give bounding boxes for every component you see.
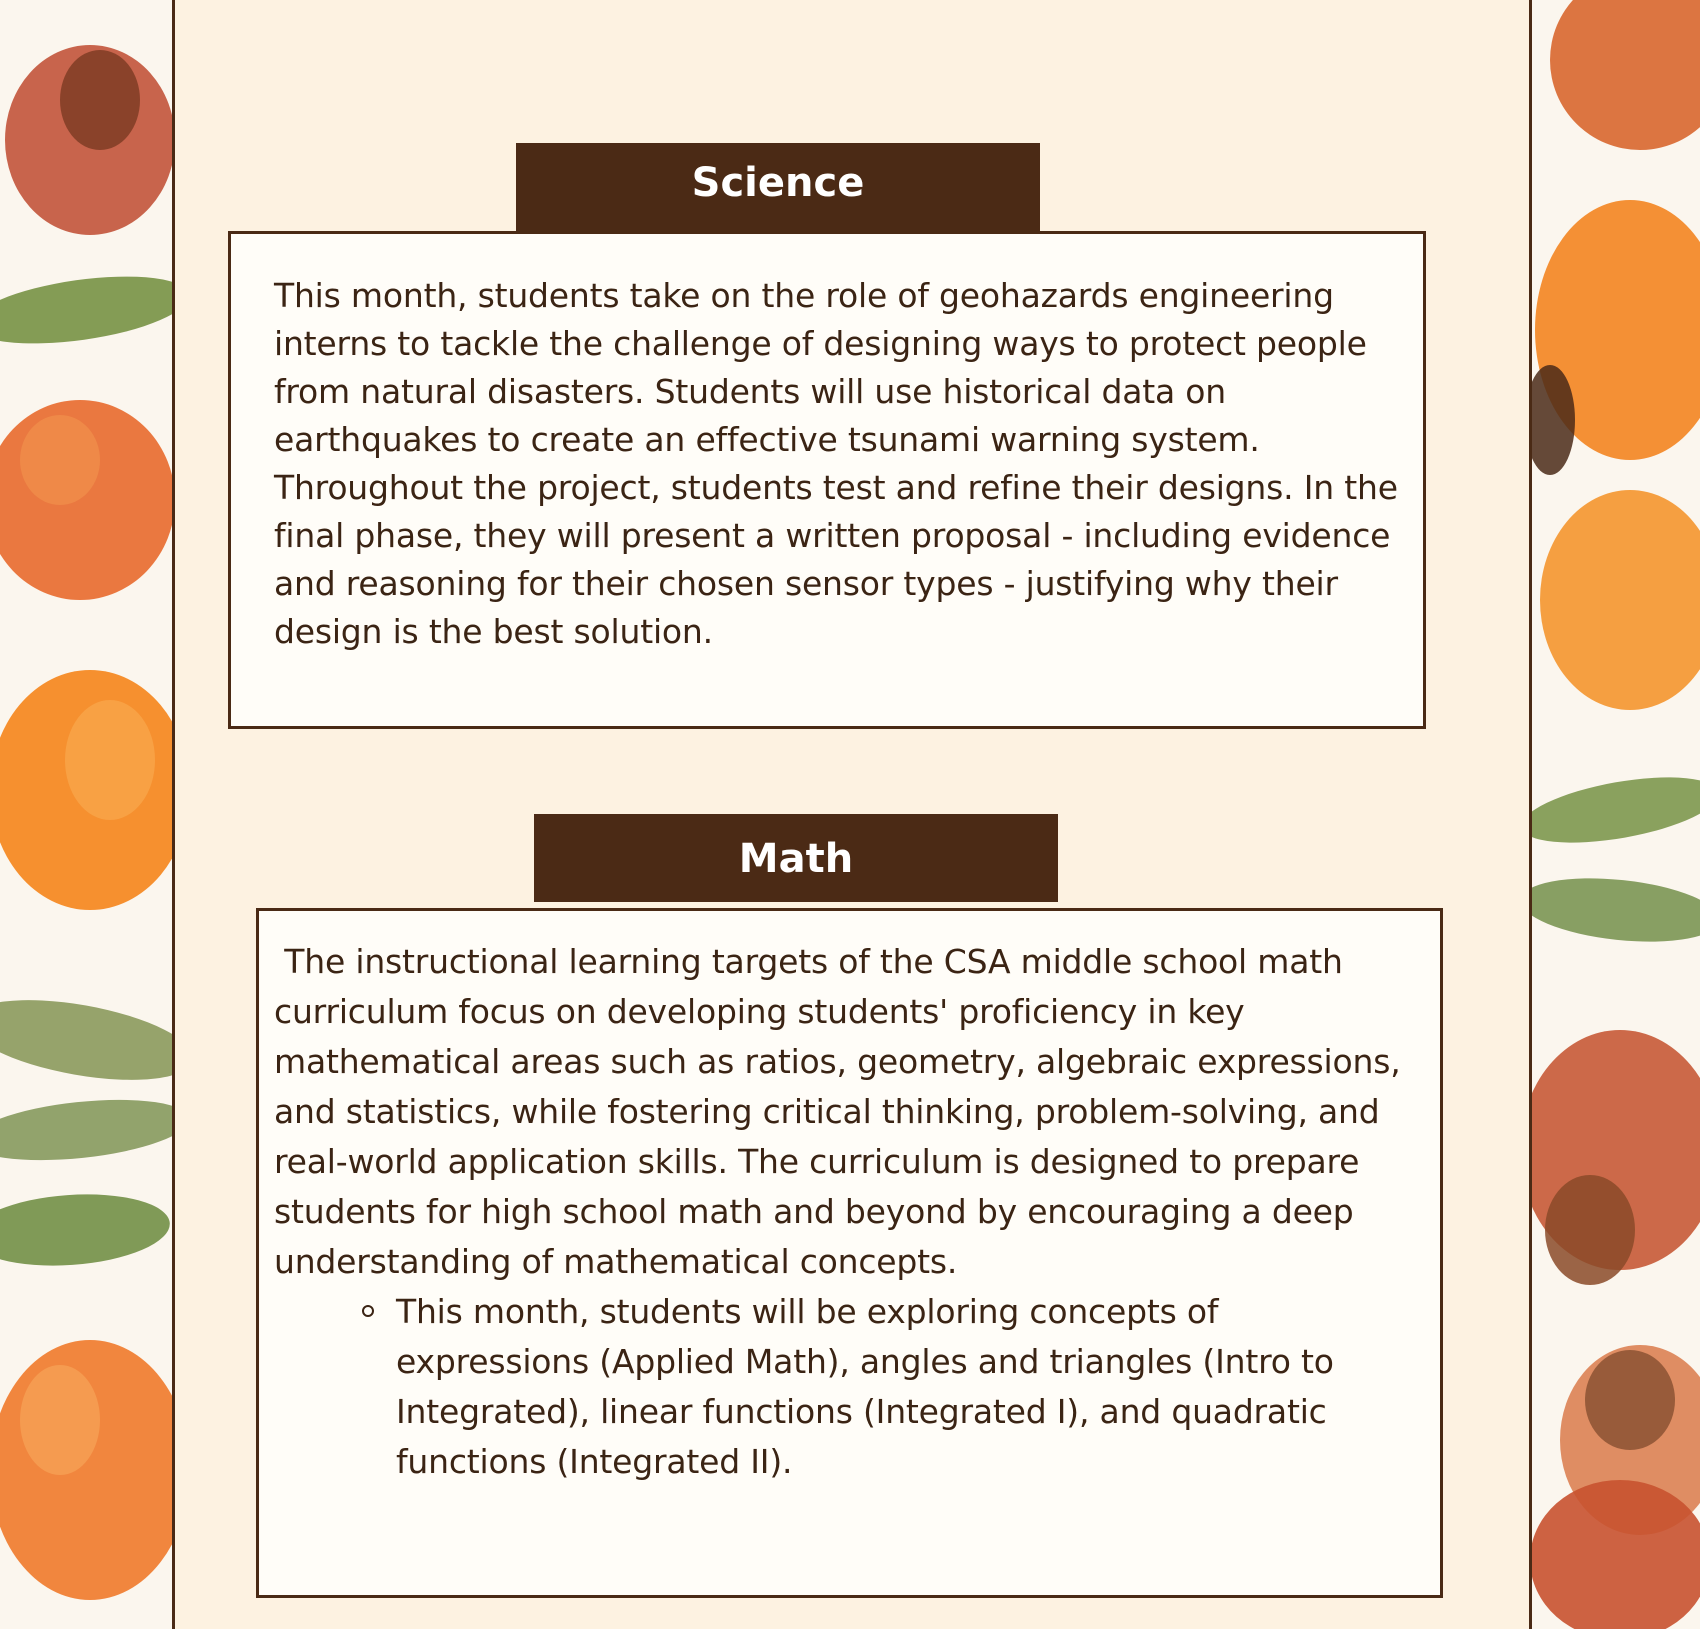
math-body — [274, 937, 1420, 1287]
left-leaf-border — [0, 0, 172, 1629]
math-bullet-text: This month, students will be exploring concepts of expressions (Applied Math), angles and triangles (Intro to Integrated), linear functions (Integrated I), and quadratic functions (Integrated II). — [396, 1292, 1334, 1481]
hollow-circle-bullet-icon — [362, 1305, 374, 1317]
science-title: Science — [691, 160, 865, 206]
science-box — [228, 231, 1426, 729]
list-item — [396, 1287, 1420, 1487]
science-body: This month, students take on the role of geohazards engineering interns to tackle the challenge of designing ways to protect people from natural disasters. Students will use historical data on earthquakes to create an effective tsunami warning system. Throughout the project, students test and refine their designs. In the final phase, they will present a written proposal - including evidence and reasoning for their chosen sensor types - justifying why their design is the best solution. — [274, 276, 1398, 651]
autumn-leaves-icon — [0, 0, 172, 1629]
science-heading — [516, 143, 1040, 233]
right-leaf-border — [1530, 0, 1700, 1629]
math-heading — [534, 814, 1058, 902]
math-body-text: The instructional learning targets of the CSA middle school math curriculum focus on developing students' proficiency in key mathematical areas such as ratios, geometry, algebraic expressions, and statistics, while fostering critical thinking, problem-solving, and real-world application skills. The curriculum is designed to prepare students for high school math and beyond by encouraging a deep understanding of mathematical concepts. — [274, 942, 1401, 1281]
math-box — [256, 908, 1443, 1598]
autumn-leaves-icon — [1530, 0, 1700, 1629]
math-title: Math — [738, 836, 854, 882]
math-bullet-list — [396, 1287, 1420, 1487]
